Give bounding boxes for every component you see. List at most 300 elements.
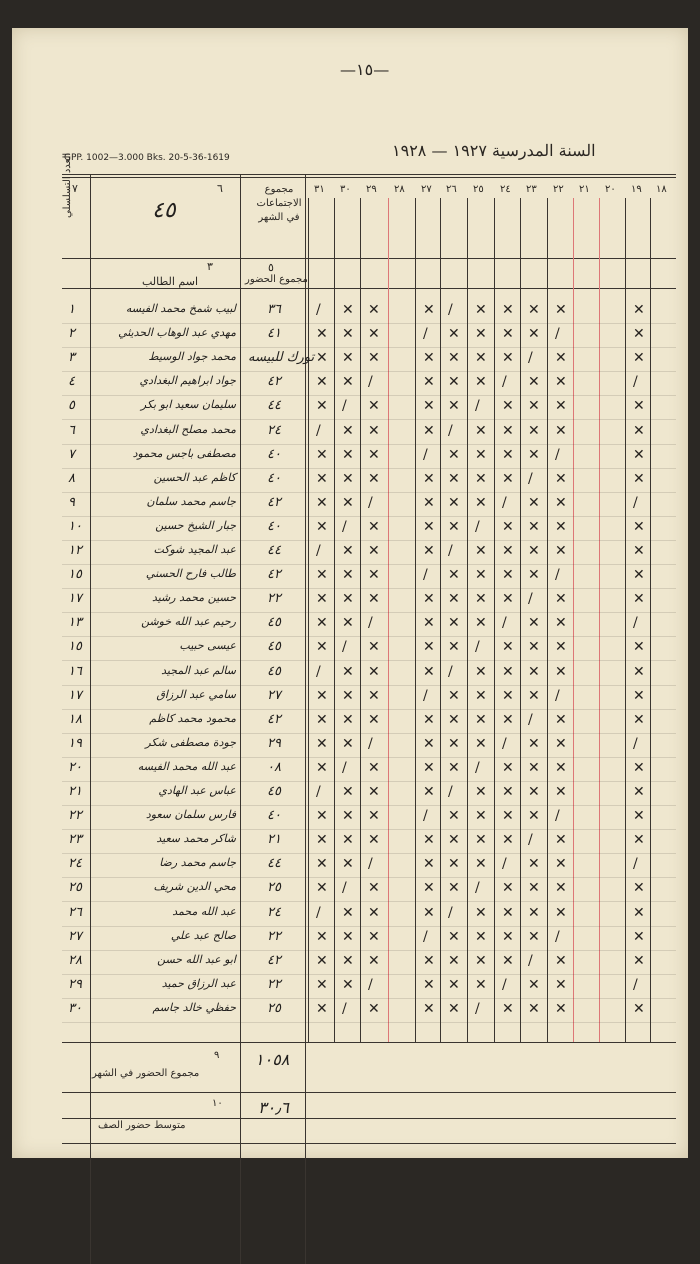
attendance-mark: ✕ (555, 759, 567, 776)
attendance-mark: ✕ (502, 880, 514, 897)
table-row (12, 710, 688, 734)
attendance-mark: / (448, 904, 453, 921)
attendance-mark: ✕ (368, 639, 380, 656)
attendance-mark: ✕ (555, 615, 567, 632)
serial-number: ٢٩ (68, 976, 82, 992)
attendance-mark: ✕ (448, 880, 460, 897)
attendance-mark: ✕ (368, 398, 380, 415)
student-name: مصطفى باجس محمود (132, 446, 236, 460)
attendance-mark: ✕ (423, 856, 435, 873)
attendance-mark: ✕ (555, 494, 567, 511)
attendance-mark: ✕ (316, 928, 328, 945)
serial-number: ٤ (68, 374, 75, 390)
attendance-mark: ✕ (342, 808, 354, 825)
attendance-mark: ✕ (448, 735, 460, 752)
table-row (12, 782, 688, 806)
student-name: جودة مصطفى شكر (145, 735, 236, 749)
attendance-mark: / (368, 976, 373, 993)
attendance-mark: ✕ (633, 639, 645, 656)
attendance-mark: ✕ (555, 832, 567, 849)
attendance-total: ٤١ (267, 326, 281, 342)
attendance-mark: / (342, 518, 347, 535)
attendance-mark: ✕ (633, 832, 645, 849)
attendance-mark: ✕ (316, 350, 328, 367)
attendance-mark: ✕ (475, 784, 487, 800)
attendance-mark: ✕ (633, 880, 645, 897)
attendance-total: ٤٠ (267, 446, 281, 462)
attendance-mark: ✕ (633, 759, 645, 776)
attendance-mark: ✕ (633, 904, 645, 921)
attendance-mark: ✕ (342, 784, 354, 800)
attendance-mark: ✕ (423, 904, 435, 921)
attendance-mark: ✕ (448, 687, 460, 704)
attendance-mark: ✕ (423, 615, 435, 632)
footer-total-value: ١٠٥٨ (255, 1050, 290, 1069)
attendance-mark: ✕ (528, 759, 540, 776)
attendance-mark: ✕ (423, 350, 435, 367)
attendance-mark: ✕ (475, 832, 487, 849)
attendance-mark: ✕ (502, 904, 514, 921)
attendance-mark: / (502, 494, 507, 511)
attendance-mark: / (316, 663, 321, 680)
school-year-to: ١٩٢٨ (392, 141, 427, 160)
attendance-mark: ✕ (342, 302, 354, 318)
footer-avg-label: متوسط حضور الصف (98, 1120, 186, 1131)
attendance-mark: / (555, 326, 560, 343)
attendance-mark: ✕ (555, 663, 567, 680)
attendance-mark: ✕ (528, 784, 540, 800)
attendance-mark: ✕ (342, 687, 354, 704)
attendance-mark: ✕ (475, 350, 487, 367)
attendance-mark: ✕ (528, 543, 540, 559)
attendance-mark: / (633, 856, 638, 873)
attendance-mark: ✕ (555, 470, 567, 487)
table-row (12, 348, 688, 372)
table-row (12, 951, 688, 975)
serial-col-label: العدد التسلسلي (62, 152, 73, 218)
header-bottom-rule (62, 258, 676, 259)
printer-code: GPP. 1002—3.000 Bks. 20-5-36-1619 (64, 153, 230, 163)
attendance-mark: / (448, 784, 453, 800)
attendance-mark: ✕ (316, 687, 328, 704)
attendance-mark: ✕ (475, 567, 487, 584)
serial-number: ١٧ (68, 687, 82, 703)
attendance-mark: ✕ (368, 470, 380, 487)
serial-number: ١٢ (68, 543, 82, 558)
attendance-total: ٢٥ (267, 1000, 281, 1016)
student-name: جبار الشيخ حسين (155, 518, 236, 532)
attendance-mark: ✕ (342, 591, 354, 608)
serial-number: ٢ (68, 326, 75, 342)
attendance-mark: ✕ (502, 422, 514, 439)
school-year: السنة المدرسية ١٩٢٧ — ١٩٢٨ (392, 141, 596, 160)
attendance-mark: ✕ (528, 302, 540, 318)
student-name: جاسم محمد سلمان (146, 494, 236, 508)
attendance-total: ٤٢ (267, 567, 281, 583)
attendance-mark: ✕ (316, 615, 328, 632)
student-name: جاسم محمد رضا (159, 856, 236, 870)
attendance-mark: ✕ (502, 808, 514, 825)
table-row (12, 493, 688, 517)
attendance-total: ٢٧ (267, 687, 281, 703)
student-name: محمد مصلح البغدادي (140, 422, 236, 436)
attendance-mark: ✕ (316, 398, 328, 415)
attendance-mark: ✕ (555, 880, 567, 897)
serial-number: ١٣ (68, 615, 82, 631)
table-row (12, 734, 688, 758)
serial-number: ٣٠ (68, 1000, 82, 1016)
day-number: ٢٤ (500, 184, 511, 195)
attendance-mark: ✕ (555, 302, 567, 318)
attendance-mark: / (475, 518, 480, 535)
table-row (12, 396, 688, 420)
serial-number: ٢٢ (68, 808, 82, 824)
day-number: ٢٠ (605, 184, 616, 195)
header-number-5: ٥ (268, 261, 274, 274)
serial-number: ٢٣ (68, 832, 82, 848)
attendance-mark: ✕ (475, 326, 487, 343)
student-name: عبد الله محمد (172, 904, 236, 918)
footer-total-number: ٩ (214, 1050, 220, 1061)
attendance-mark: ✕ (475, 976, 487, 993)
attendance-mark: ✕ (502, 639, 514, 656)
attendance-mark: ✕ (528, 374, 540, 391)
attendance-mark: ✕ (475, 422, 487, 439)
attendance-mark: ✕ (528, 398, 540, 415)
table-row (12, 662, 688, 686)
attendance-mark: ✕ (528, 856, 540, 873)
day-number: ٣١ (314, 184, 325, 195)
table-row (12, 589, 688, 613)
table-row (12, 999, 688, 1023)
attendance-mark: ✕ (475, 663, 487, 680)
attendance-mark: ✕ (633, 952, 645, 969)
footer-avg-value: ٣٠٫٦ (258, 1098, 289, 1117)
day-number: ٢٨ (394, 184, 405, 195)
attendance-mark: ✕ (528, 1000, 540, 1017)
attendance-mark: ✕ (528, 928, 540, 945)
attendance-total: ٤٥ (267, 784, 281, 799)
attendance-mark: ✕ (448, 976, 460, 993)
attendance-mark: ✕ (423, 759, 435, 776)
attendance-mark: / (555, 928, 560, 945)
serial-number: ١٧ (68, 591, 82, 607)
student-name: محي الدين شريف (153, 880, 236, 894)
attendance-mark: ✕ (316, 494, 328, 511)
attendance-mark: ✕ (448, 928, 460, 945)
table-row (12, 975, 688, 999)
day-number: ٣٠ (340, 184, 351, 195)
attendance-mark: / (423, 326, 428, 343)
table-row (12, 445, 688, 469)
attendance-total: ٢١ (267, 832, 281, 848)
attendance-mark: ✕ (316, 567, 328, 584)
attendance-mark: / (633, 374, 638, 391)
serial-number: ١٦ (68, 663, 82, 679)
attendance-mark: ✕ (528, 687, 540, 704)
attendance-mark: ✕ (342, 446, 354, 463)
attendance-mark: ✕ (555, 398, 567, 415)
attendance-mark: ✕ (528, 446, 540, 463)
attendance-mark: ✕ (633, 302, 645, 318)
attendance-total: ٤٥ (267, 615, 281, 631)
attendance-mark: ✕ (368, 567, 380, 584)
attendance-mark: ✕ (555, 904, 567, 921)
attendance-mark: ✕ (368, 446, 380, 463)
attendance-total: ٢٢ (267, 928, 281, 944)
attendance-mark: / (423, 446, 428, 463)
day-number: ٢٥ (473, 184, 484, 195)
attendance-mark: / (633, 615, 638, 632)
attendance-mark: ✕ (342, 976, 354, 993)
attendance-mark: ✕ (316, 639, 328, 656)
table-row (12, 854, 688, 878)
serial-number: ٧ (68, 446, 75, 462)
attendance-mark: / (423, 567, 428, 584)
attendance-mark: ✕ (475, 374, 487, 391)
attendance-mark: ✕ (423, 735, 435, 752)
student-name: محمود محمد كاظم (149, 711, 236, 725)
attendance-mark: ✕ (342, 350, 354, 367)
attendance-total: ٢٤ (267, 422, 281, 438)
serial-number: ٥ (68, 398, 75, 414)
attendance-mark: / (502, 374, 507, 391)
day-number: ٢٩ (366, 184, 377, 195)
attendance-mark: ✕ (342, 735, 354, 752)
attendance-mark: ✕ (448, 952, 460, 969)
attendance-mark: ✕ (633, 398, 645, 415)
attendance-mark: ✕ (448, 470, 460, 487)
attendance-mark: ✕ (368, 784, 380, 800)
attendance-mark: ✕ (368, 952, 380, 969)
attendance-mark: ✕ (368, 711, 380, 728)
attendance-mark: ✕ (423, 952, 435, 969)
attendance-mark: ✕ (633, 518, 645, 535)
attendance-mark: / (475, 639, 480, 656)
attendance-mark: ✕ (368, 759, 380, 776)
attendance-mark: / (555, 446, 560, 463)
table-row (12, 565, 688, 589)
attendance-mark: / (528, 952, 533, 969)
attendance-mark: ✕ (423, 302, 435, 318)
student-name: شاكر محمد سعيد (156, 832, 236, 846)
attendance-mark: ✕ (368, 663, 380, 680)
student-name: رحيم عبد الله خوشن (141, 615, 236, 629)
attendance-mark: / (342, 398, 347, 415)
attendance-total: ٤٢ (267, 952, 281, 968)
student-name: مهدي عبد الوهاب الحديثي (118, 326, 236, 340)
attendance-mark: ✕ (528, 422, 540, 439)
attendance-mark: ✕ (528, 639, 540, 656)
attendance-mark: ✕ (368, 808, 380, 825)
attendance-mark: ✕ (555, 856, 567, 873)
attendance-mark: ✕ (475, 808, 487, 825)
serial-number: ٢٧ (68, 928, 82, 944)
attendance-mark: / (342, 880, 347, 897)
attendance-mark: ✕ (316, 1000, 328, 1017)
attendance-mark: ✕ (316, 856, 328, 873)
attendance-mark: ✕ (448, 711, 460, 728)
student-name: طالب فارح الحسني (145, 567, 236, 581)
attendance-mark: / (502, 976, 507, 993)
attendance-mark: / (633, 494, 638, 511)
table-row (12, 300, 688, 324)
attendance-mark: ✕ (555, 784, 567, 800)
attendance-mark: ✕ (316, 759, 328, 776)
attendance-mark: ✕ (423, 639, 435, 656)
student-name: فارس سلمان سعود (145, 808, 236, 822)
table-row (12, 927, 688, 951)
attendance-mark: ✕ (448, 350, 460, 367)
attendance-mark: / (423, 808, 428, 825)
table-row (12, 758, 688, 782)
attendance-total: ٢٥ (267, 880, 281, 896)
table-row (12, 372, 688, 396)
attendance-mark: ✕ (342, 470, 354, 487)
attendance-mark: / (316, 422, 321, 439)
serial-number: ٢٠ (68, 759, 82, 775)
serial-number: ١٥ (68, 567, 82, 583)
student-name: حسين محمد رشيد (151, 591, 236, 605)
school-year-from: ١٩٢٧ (452, 141, 487, 160)
attendance-mark: ✕ (423, 374, 435, 391)
attendance-mark: ✕ (502, 687, 514, 704)
attendance-mark: ✕ (555, 350, 567, 367)
attendance-total: ٤٥ (267, 663, 281, 679)
attendance-mark: ✕ (316, 374, 328, 391)
attendance-mark: ✕ (502, 446, 514, 463)
attendance-mark: ✕ (633, 591, 645, 608)
attendance-mark: ✕ (423, 663, 435, 680)
attendance-mark: ✕ (316, 952, 328, 969)
attendance-mark: ✕ (423, 398, 435, 415)
attendance-mark: ✕ (475, 735, 487, 752)
attendance-mark: ✕ (502, 759, 514, 776)
serial-number: ٢١ (68, 784, 82, 799)
footer-total-label: مجموع الحضور في الشهر (92, 1068, 200, 1079)
row-rule (62, 1022, 676, 1023)
attendance-mark: ✕ (555, 711, 567, 728)
attendance-mark: / (475, 880, 480, 897)
attendance-mark: ✕ (475, 711, 487, 728)
attendance-mark: ✕ (448, 494, 460, 511)
student-name: ابو عبد الله حسن (157, 952, 236, 966)
attendance-mark: ✕ (423, 1000, 435, 1017)
attendance-mark: ✕ (528, 567, 540, 584)
attendance-mark: ✕ (502, 832, 514, 849)
attendance-mark: ✕ (342, 543, 354, 559)
attendance-mark: ✕ (342, 856, 354, 873)
attendance-mark: ✕ (475, 952, 487, 969)
attendance-mark: ✕ (368, 832, 380, 849)
table-bottom-rule (62, 1042, 676, 1043)
attendance-total: ٤٢ (267, 494, 281, 510)
attendance-mark: ✕ (448, 446, 460, 463)
table-row (12, 878, 688, 902)
attendance-mark: / (633, 735, 638, 752)
student-name: عيسى حبيب (179, 639, 236, 653)
attendance-mark: ✕ (448, 615, 460, 632)
attendance-mark: ✕ (368, 880, 380, 897)
attendance-mark: ✕ (528, 880, 540, 897)
serial-number: ١٨ (68, 711, 82, 727)
attendance-total: ٤٠ (267, 808, 281, 824)
attendance-mark: ✕ (423, 880, 435, 897)
attendance-mark: ✕ (342, 374, 354, 391)
attendance-mark: ✕ (528, 494, 540, 511)
attendance-mark: ✕ (528, 808, 540, 825)
student-name: عبد الله محمد الفيسه (137, 759, 236, 773)
attendance-total: ٤٤ (267, 543, 281, 558)
serial-number: ٢٤ (68, 856, 82, 872)
attendance-mark: / (342, 759, 347, 776)
student-name: جواد ابراهيم البغدادي (139, 374, 236, 388)
attendance-mark: / (316, 784, 321, 800)
attendance-mark: ✕ (448, 374, 460, 391)
attendance-mark: / (528, 591, 533, 608)
attendance-mark: / (528, 832, 533, 849)
attendance-mark: / (368, 374, 373, 391)
attendance-mark: ✕ (633, 784, 645, 800)
serial-number: ١٠ (68, 518, 82, 534)
attendance-mark: ✕ (475, 446, 487, 463)
attendance-mark: ✕ (316, 470, 328, 487)
attendance-mark: ✕ (502, 784, 514, 800)
attendance-mark: ✕ (502, 711, 514, 728)
attendance-total: ٠٨ (267, 759, 281, 775)
attendance-mark: ✕ (475, 591, 487, 608)
attendance-mark: ✕ (528, 663, 540, 680)
attendance-mark: / (555, 808, 560, 825)
attendance-mark: ✕ (342, 663, 354, 680)
attendance-mark: ✕ (423, 711, 435, 728)
serial-number: ٣ (68, 350, 75, 366)
register-page (12, 28, 688, 1158)
attendance-mark: / (633, 976, 638, 993)
student-name: سالم عبد المجيد (161, 663, 236, 677)
student-name: لبيب شمخ محمد الفيسه (125, 302, 236, 315)
attendance-mark: ✕ (342, 832, 354, 849)
attendance-mark: / (448, 663, 453, 680)
attendance-mark: ✕ (502, 952, 514, 969)
attendance-mark: ✕ (423, 832, 435, 849)
attendance-mark: ✕ (475, 615, 487, 632)
attendance-mark: ✕ (555, 422, 567, 439)
student-name: عبد المجيد شوكت (153, 543, 236, 556)
attendance-mark: ✕ (448, 326, 460, 343)
attendance-mark: ✕ (555, 952, 567, 969)
attendance-mark: ✕ (502, 398, 514, 415)
attendance-mark: ✕ (423, 470, 435, 487)
attendance-mark: ✕ (316, 326, 328, 343)
attendance-mark: ✕ (475, 687, 487, 704)
attendance-mark: ✕ (475, 543, 487, 559)
attendance-mark: / (423, 687, 428, 704)
attendance-mark: ✕ (633, 663, 645, 680)
attendance-total: ٤٥ (267, 639, 281, 655)
total-attendance-label: مجموع الحضور (245, 274, 308, 285)
attendance-mark: ✕ (423, 494, 435, 511)
attendance-mark: / (368, 735, 373, 752)
student-name: عبد الرزاق حميد (161, 976, 236, 990)
attendance-mark: ✕ (633, 711, 645, 728)
day-number: ١٨ (656, 184, 667, 195)
page-number: —١٥— (340, 60, 390, 79)
attendance-mark: ✕ (423, 784, 435, 800)
attendance-mark: ✕ (316, 832, 328, 849)
table-row (12, 517, 688, 541)
attendance-mark: / (448, 302, 453, 318)
